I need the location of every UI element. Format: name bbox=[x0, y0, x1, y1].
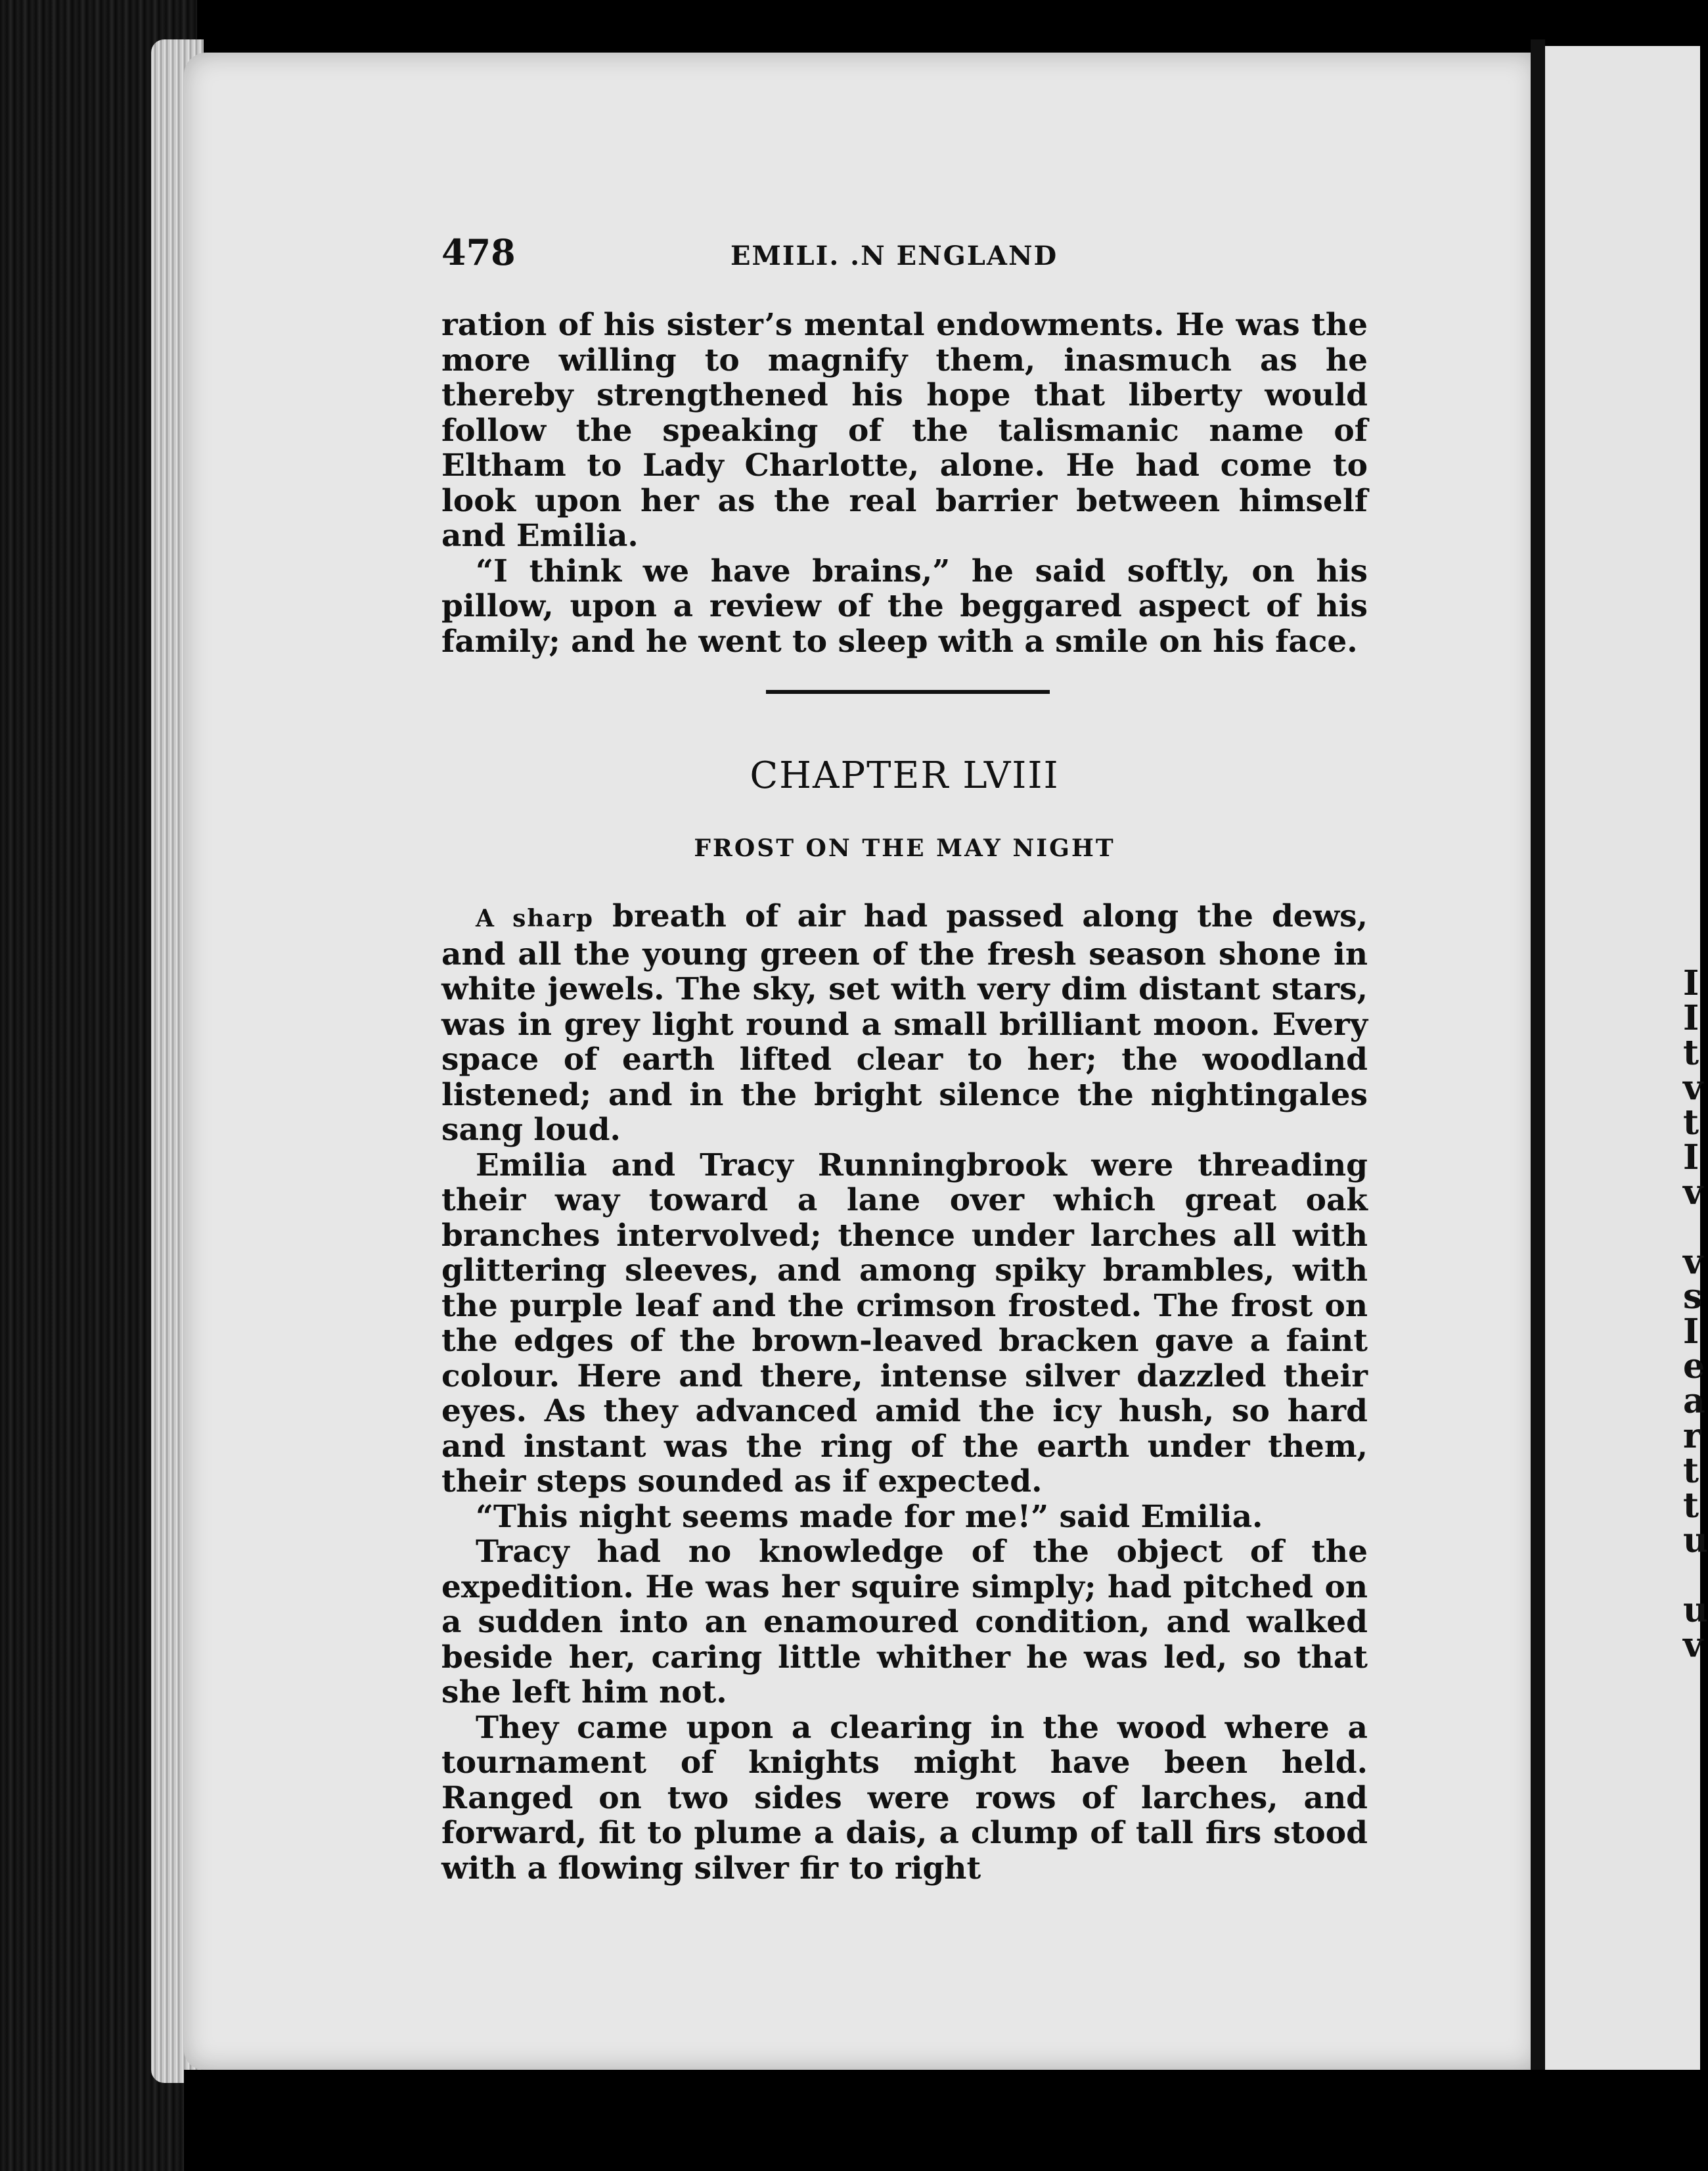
section-divider bbox=[766, 690, 1050, 694]
facing-page-letter: u bbox=[1683, 1590, 1708, 1630]
facing-page-letter: v bbox=[1683, 1172, 1703, 1212]
facing-page-edge bbox=[1545, 46, 1708, 2076]
facing-page-letter bbox=[1683, 1558, 1703, 1593]
opening-lead: A sharp bbox=[476, 905, 595, 932]
opening-rest: breath of air had passed along the dews, and all the young green of the fresh season shone in white jewels. The sky, set with very dim distant stars, was in grey light round a small brilliant moon. Every space of earth lifted clear to her; the woodland listened; and in the bright silence the nightingales sang loud. bbox=[441, 898, 1368, 1148]
paragraph-quote: “I think we have brains,” he said softly, on his pillow, upon a review of the beggared aspect of his family; and he went to sleep with a smile on his face. bbox=[441, 553, 1368, 660]
page-header bbox=[441, 231, 1368, 277]
facing-page-letter: e bbox=[1683, 1346, 1705, 1386]
facing-page-letter: u bbox=[1683, 1520, 1708, 1561]
gutter-shadow bbox=[1531, 39, 1545, 2083]
paragraph: Tracy had no knowledge of the object of the expedition. He was her squire simply; had pitched on a sudden into an enamoured condition, and walked beside her, caring little whither he was led, so that she left him not. bbox=[441, 1534, 1368, 1710]
facing-page-letter: v bbox=[1683, 1242, 1703, 1282]
facing-page-letter: s bbox=[1683, 1277, 1703, 1317]
chapter-text-block bbox=[441, 899, 1368, 1886]
facing-page-letter: I bbox=[1683, 998, 1699, 1038]
facing-page-letter: t bbox=[1683, 1033, 1699, 1073]
facing-page-letter: a bbox=[1683, 1381, 1705, 1421]
facing-page-letter: v bbox=[1683, 1068, 1703, 1108]
facing-page-letter: v bbox=[1683, 1625, 1703, 1665]
facing-page-letter: t bbox=[1683, 1451, 1699, 1491]
scan-border bbox=[184, 2070, 1700, 2171]
facing-page-letter: t bbox=[1683, 1103, 1699, 1143]
facing-page-letter: I bbox=[1683, 1312, 1699, 1352]
facing-page-letter bbox=[1683, 1210, 1703, 1245]
paragraph-continuation: ration of his sister’s mental endowments. He was the more willing to magnify them, inasmuch as he thereby strengthened his hope that liberty would follow the speaking of the talismanic name of Eltham to Lady Charlotte, alone. He had come to look upon her as the real barrier between himself and Emilia. bbox=[441, 307, 1368, 554]
paragraph: “This night seems made for me!” said Emilia. bbox=[476, 1498, 1263, 1535]
facing-page-letter: I bbox=[1683, 1137, 1699, 1177]
page-number: 478 bbox=[441, 231, 516, 273]
top-text-block bbox=[441, 308, 1368, 659]
chapter-title: CHAPTER LVIII bbox=[750, 754, 1060, 797]
facing-page-letter: t bbox=[1683, 1486, 1699, 1526]
opening-paragraph bbox=[441, 899, 1368, 1148]
facing-page-letter: r bbox=[1683, 1416, 1701, 1456]
running-head: EMILI. .N ENGLAND bbox=[730, 240, 1058, 271]
facing-page-text-fragment bbox=[1683, 963, 1708, 1665]
chapter-subtitle: FROST ON THE MAY NIGHT bbox=[694, 834, 1115, 862]
paragraph: Emilia and Tracy Runningbrook were threading their way toward a lane over which great oak branches intervolved; thence under larches all with glittering sleeves, and among spiky brambles, with the purple leaf and the crimson frosted. The frost on the edges of the brown-leaved bracken gave a faint colour. Here and there, intense silver dazzled their eyes. As they advanced amid the icy hush, so hard and instant was the ring of the earth under them, their steps sounded as if expected. bbox=[441, 1147, 1368, 1499]
facing-page-letter: I bbox=[1683, 963, 1699, 1003]
paragraph: They came upon a clearing in the wood where a tournament of knights might have been held. Ranged on two sides were rows of larches, and forward, fit to plume a dais, a clump of tall firs stood with a flowing silver fir to right bbox=[441, 1709, 1368, 1886]
